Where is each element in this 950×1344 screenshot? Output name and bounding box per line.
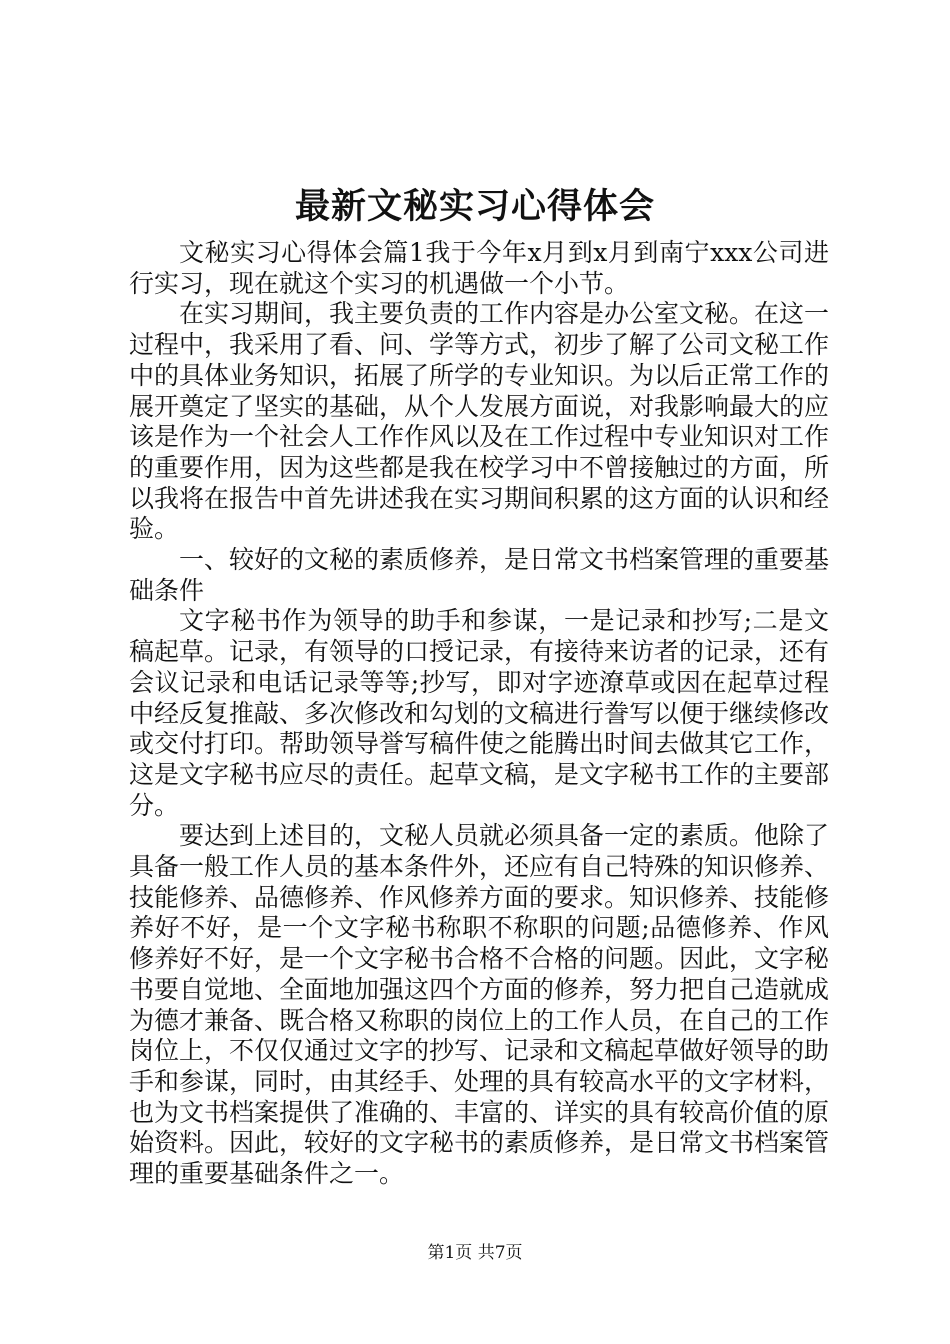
paragraph-secretary-role: 文字秘书作为领导的助手和参谋，一是记录和抄写;二是文稿起草。记录，有领导的口授记录，有接待来访者的记录，还有会议记录和电话记录等等;抄写，即对字迹潦草或因在起草过程中经反复推敲、多次修改和勾划的文稿进行誊写以便于继续修改或交付打印。帮助领导誉写稿件使之能腾出时间去做其它工作，这是文字秘书应尽的责任。起草文稿，是文字秘书工作的主要部分。 xyxy=(129,606,830,820)
paragraph-section-heading-1: 一、较好的文秘的素质修养，是日常文书档案管理的重要基础条件 xyxy=(129,545,830,605)
paragraph-qualities: 要达到上述目的，文秘人员就必须具备一定的素质。他除了具备一般工作人员的基本条件外，还应有自己特殊的知识修养、技能修养、品德修养、作风修养方面的要求。知识修养、技能修养好不好，是一个文字秘书称职不称职的问题;品德修养、作风修养好不好，是一个文字秘书合格不合格的问题。因此，文字秘书要自觉地、全面地加强这四个方面的修养，努力把自己造就成为德才兼备、既合格又称职的岗位上的工作人员，在自己的工作岗位上，不仅仅通过文字的抄写、记录和文稿起草做好领导的助手和参谋，同时，由其经手、处理的具有较高水平的文字材料，也为文书档案提供了准确的、丰富的、详实的具有较高价值的原始资料。因此，较好的文字秘书的素质修养，是日常文书档案管理的重要基础条件之一。 xyxy=(129,821,830,1189)
document-body xyxy=(129,238,829,1190)
paragraph-intro: 文秘实习心得体会篇1我于今年x月到x月到南宁xxx公司进行实习，现在就这个实习的机遇做一个小节。 xyxy=(129,238,829,298)
paragraph-internship-duties: 在实习期间，我主要负责的工作内容是办公室文秘。在这一过程中，我采用了看、问、学等方式，初步了解了公司文秘工作中的具体业务知识，拓展了所学的专业知识。为以后正常工作的展开奠定了坚实的基础，从个人发展方面说，对我影响最大的应该是作为一个社会人工作作风以及在工作过程中专业知识对工作的重要作用，因为这些都是我在校学习中不曾接触过的方面，所以我将在报告中首先讲述我在实习期间积累的这方面的认识和经验。 xyxy=(129,299,830,544)
document-title: 最新文秘实习心得体会 xyxy=(294,186,655,227)
page-number-footer: 第1页 共7页 xyxy=(427,1243,523,1263)
